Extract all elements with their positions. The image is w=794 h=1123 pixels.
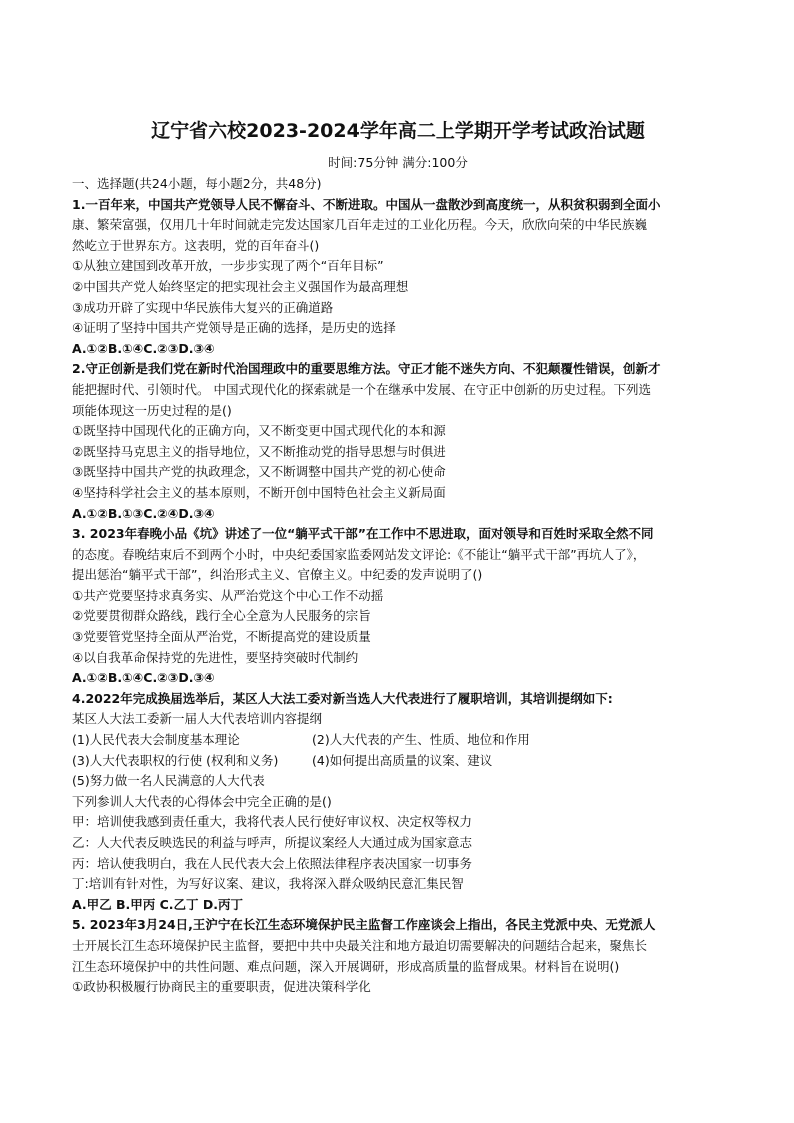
question-stem-line: 1.一百年来，中国共产党领导人民不懈奋斗、不断进取。中国从一盘散沙到高度统一，从积贫积弱到全面小 xyxy=(72,196,661,212)
exam-meta: 时间:75分钟 满分:100分 xyxy=(328,155,468,170)
exam-page xyxy=(72,118,724,998)
option-line: ②中国共产党人始终坚定的把实现社会主义强国作为最高理想 xyxy=(72,278,409,294)
outline-title: 某区人大法工委新一届人大代表培训内容提纲 xyxy=(72,711,323,727)
question-1 xyxy=(72,195,724,360)
outline-item: (3)人大代表职权的行使 (权利和义务) xyxy=(72,752,279,768)
option-line: ④证明了坚持中国共产党领导是正确的选择，是历史的选择 xyxy=(72,320,396,336)
question-stem-line: 项能体现这一历史过程的是() xyxy=(72,402,232,418)
question-stem-line: 3. 2023年春晚小品《坑》讲述了一位“躺平式干部”在工作中不思进取，面对领导和百姓时采取全然不同 xyxy=(72,526,654,542)
question-stem-line: 提出惩治“躺平式干部”，纠治形式主义、官僚主义。中纪委的发声说明了() xyxy=(72,567,483,583)
question-5 xyxy=(72,915,724,997)
option-line: ④坚持科学社会主义的基本原则，不断开创中国特色社会主义新局面 xyxy=(72,484,446,500)
option-line: ③成功开辟了实现中华民族伟大复兴的正确道路 xyxy=(72,299,334,315)
option-line: 丙：培认使我明白，我在人民代表大会上依照法律程序表决国家一切事务 xyxy=(72,855,473,871)
option-line: ③党要管党坚持全面从严治党，不断提高党的建设质量 xyxy=(72,629,371,645)
option-line: ①既坚持中国现代化的正确方向，又不断变更中国式现代化的本和源 xyxy=(72,423,446,439)
question-ask: 下列参训人大代表的心得体会中完全正确的是() xyxy=(72,793,332,809)
option-line: 丁:培训有针对性，为写好议案、建议，我将深入群众吸纳民意汇集民智 xyxy=(72,876,464,892)
option-line: 乙：人大代表反映选民的利益与呼声，所提议案经人大通过成为国家意志 xyxy=(72,835,473,850)
option-line: ③既坚持中国共产党的执政理念，又不断调整中国共产党的初心使命 xyxy=(72,464,446,480)
answer-choices: A.①②B.①④C.②③D.③④ xyxy=(72,340,215,356)
page-title: 辽宁省六校2023-2024学年高二上学期开学考试政治试题 xyxy=(151,120,645,142)
answer-choices: A.①②B.①③C.②④D.③④ xyxy=(72,505,215,521)
question-stem-line: 士开展长江生态环境保护民主监督，要把中共中央最关注和地方最迫切需要解决的问题结合起来，聚焦长 xyxy=(72,937,648,953)
option-line: ②党要贯彻群众路线，践行全心全意为人民服务的宗旨 xyxy=(72,608,371,624)
option-line: ①政协积极履行协商民主的重要职责，促进决策科学化 xyxy=(72,979,371,995)
option-line: ①从独立建国到改革开放，一步步实现了两个“百年目标” xyxy=(72,258,384,274)
question-4 xyxy=(72,689,724,916)
question-stem-line: 江生态环境保护中的共性问题、难点问题，深入开展调研，形成高质量的监督成果。材料旨在说明() xyxy=(72,958,620,974)
option-line: ①共产党要坚持求真务实、从严治党这个中心工作不动摇 xyxy=(72,587,384,603)
outline-item: (4)如何提出高质量的议案、建议 xyxy=(312,752,493,768)
question-2 xyxy=(72,359,724,524)
answer-choices: A.①②B.①④C.②③D.③④ xyxy=(72,670,215,686)
option-line: 甲：培训使我感到责任重大，我将代表人民行使好审议权、决定权等权力 xyxy=(72,814,473,830)
outline-item: (2)人大代表的产生、性质、地位和作用 xyxy=(312,732,530,748)
outline-item: (5)努力做一名人民满意的人大代表 xyxy=(72,773,265,789)
question-3 xyxy=(72,524,724,689)
answer-choices: A.甲乙 B.甲丙 C.乙丁 D.丙丁 xyxy=(72,896,244,912)
outline-item: (1)人民代表大会制度基本理论 xyxy=(72,732,240,748)
outline-row xyxy=(72,730,724,751)
option-line: ④以自我革命保持党的先进性，要坚持突破时代制约 xyxy=(72,649,359,665)
option-line: ②既坚持马克思主义的指导地位，又不断推动党的指导思想与时俱进 xyxy=(72,443,446,459)
question-stem-line: 5. 2023年3月24日,王沪宁在长江生态环境保护民主监督工作座谈会上指出，各民主党派中央、无党派人 xyxy=(72,917,656,933)
question-stem-line: 2.守正创新是我们党在新时代治国理政中的重要思维方法。守正才能不迷失方向、不犯颠覆性错误，创新才 xyxy=(72,361,661,377)
question-stem-line: 4.2022年完成换届选举后，某区人大法工委对新当选人大代表进行了履职培训，其培训提纲如下: xyxy=(72,690,613,706)
question-stem-line: 康、繁荣富强，仅用几十年时间就走完发达国家几百年走过的工业化历程。今天，欣欣向荣的中华民族巍 xyxy=(72,217,648,233)
question-stem-line: 能把握时代、引领时代。 中国式现代化的探索就是一个在继承中发展、在守正中创新的历史过程。下列选 xyxy=(72,381,651,397)
outline-row xyxy=(72,751,724,772)
question-stem-line: 的态度。春晚结束后不到两个小时，中央纪委国家监委网站发文评论:《不能让“躺平式干部”再坑人了》， xyxy=(72,546,646,562)
question-stem-line: 然屹立于世界东方。这表明，党的百年奋斗() xyxy=(72,237,320,253)
section-heading: 一、选择题(共24小题，每小题2分，共48分) xyxy=(72,176,322,191)
